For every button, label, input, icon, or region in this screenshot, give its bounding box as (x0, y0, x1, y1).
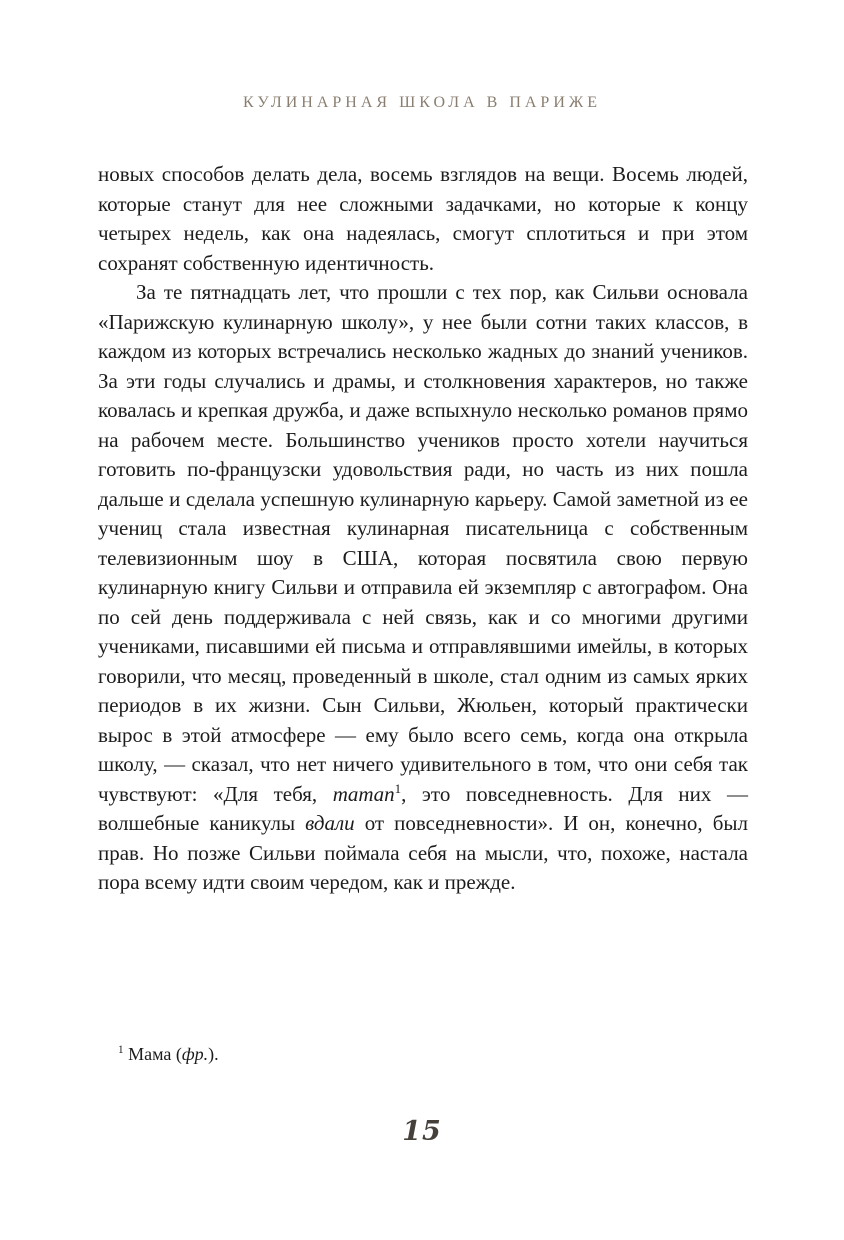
page-number: 15 (402, 1116, 442, 1147)
body-text (98, 160, 748, 898)
paragraph: За те пятнадцать лет, что прошли с тех пор, как Сильви основала «Парижскую кулинарную школу», у нее были сотни таких классов, в каждом из которых встречались несколько жадных до знаний учеников. За эти годы случались и драмы, и столкновения характеров, но также ковалась и крепкая дружба, и даже вспыхнуло несколько романов прямо на рабочем месте. Большинство учеников просто хотели научиться готовить по-французски удовольствия ради, но часть из них пошла дальше и сделала успешную кулинарную карьеру. Самой заметной из ее учениц стала известная кулинарная писательница с собственным телевизионным шоу в США, которая посвятила свою первую кулинарную книгу Сильви и отправила ей экземпляр с автографом. Она по сей день поддерживала с ней связь, как и со многими другими учениками, писавшими ей письма и отправлявшими имейлы, в которых говорили, что месяц, проведенный в школе, стал одним из самых ярких периодов в их жизни. Сын Сильви, Жюльен, который практически вырос в этой атмосфере — ему было всего семь, когда она открыла школу, — сказал, что нет ничего удивительного в том, что они себя так чувствуют: «Для тебя, maman$^1$, это повседневность. Для них — волшебные каникулы вдали от повседневности». И он, конечно, был прав. Но позже Сильви поймала себя на мысли, что, похоже, настала пора всему идти своим чередом, как и прежде. (98, 280, 748, 894)
footnote: $^1$ Мама (фр.). (118, 1044, 219, 1064)
running-head: КУЛИНАРНАЯ ШКОЛА В ПАРИЖЕ (243, 94, 601, 111)
paragraph: новых способов делать дела, восемь взглядов на вещи. Восемь людей, которые станут для нее сложными задачками, но которые к концу четырех недель, как она надеялась, смогут сплотиться и при этом сохранят собственную идентичность. (98, 162, 748, 275)
